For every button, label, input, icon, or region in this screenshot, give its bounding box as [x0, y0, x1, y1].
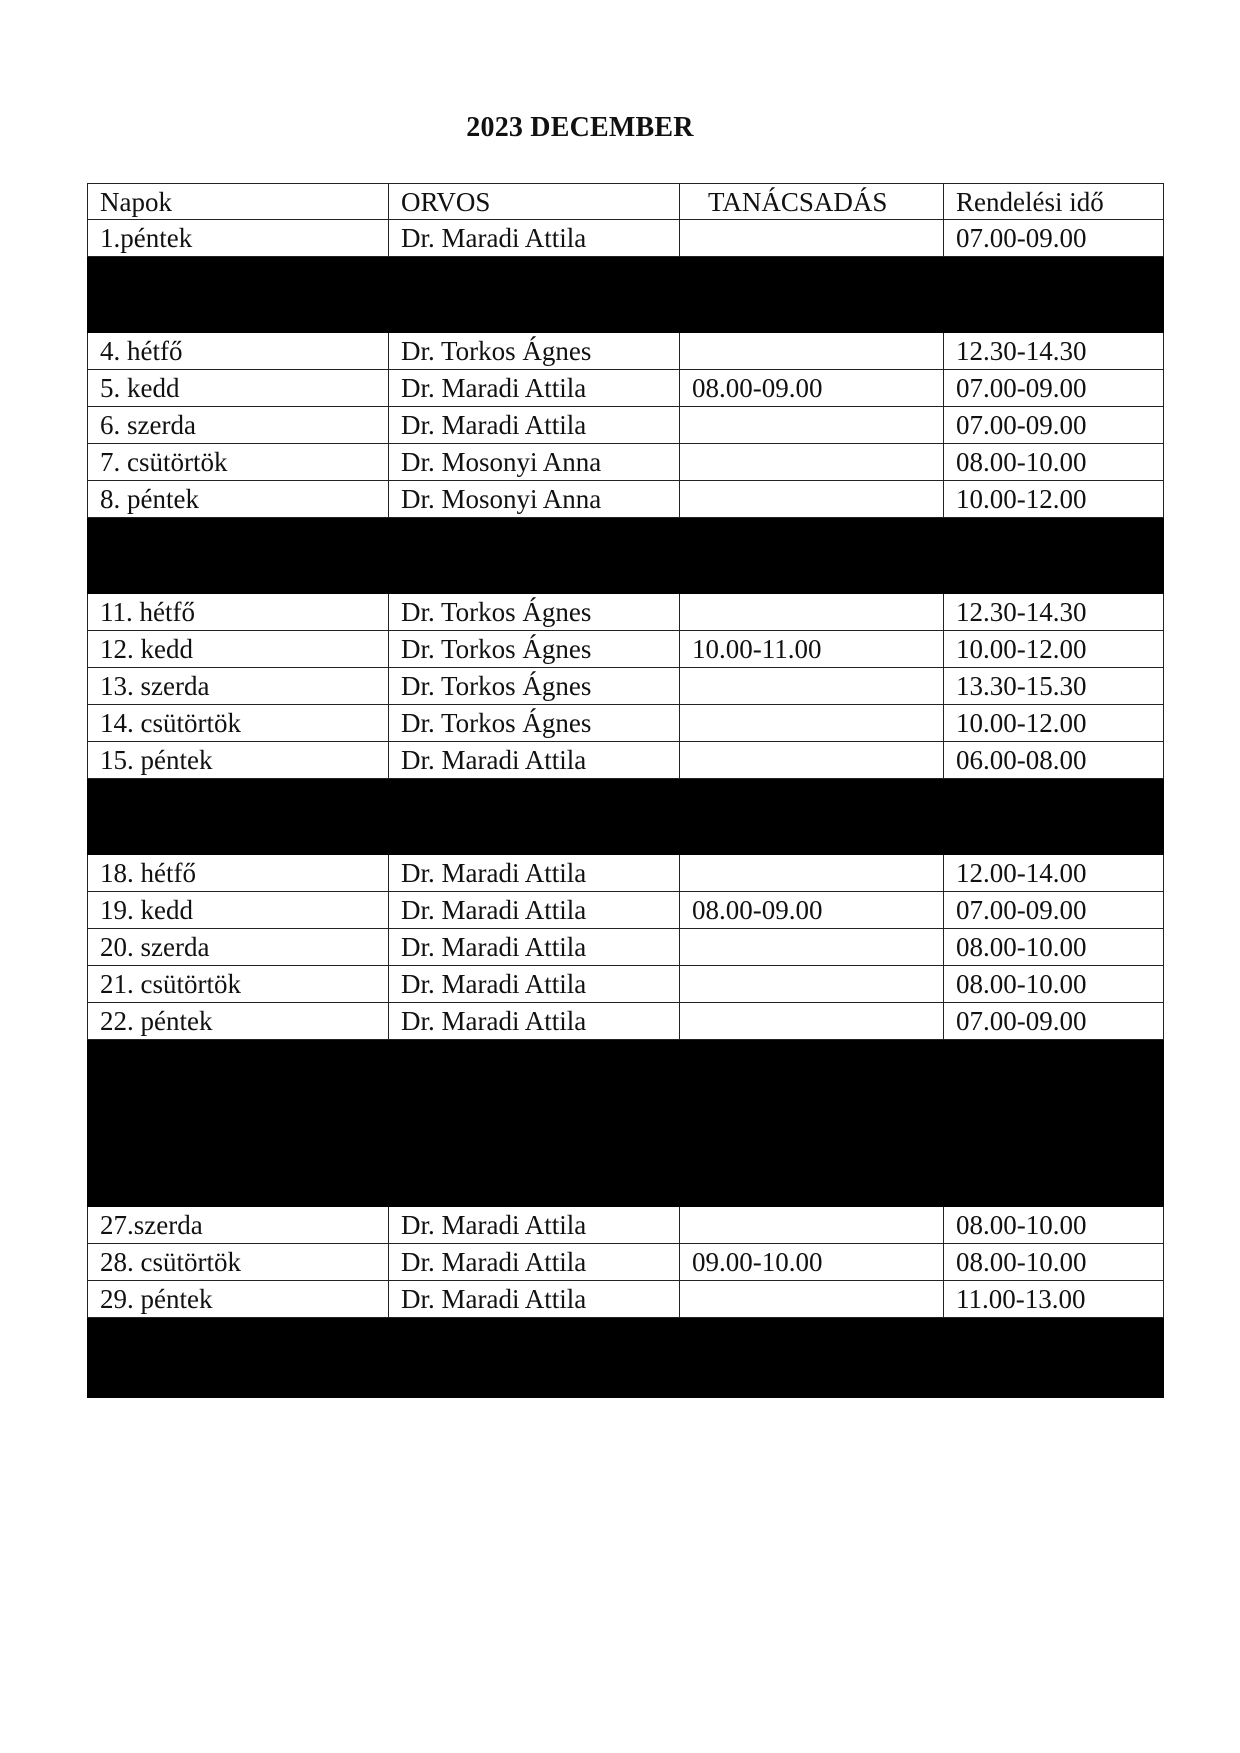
- table-row: [87, 407, 1164, 444]
- day-cell: 19. kedd: [87, 892, 388, 928]
- day-cell: 22. péntek: [87, 1003, 388, 1039]
- counseling-cell: 09.00-10.00: [679, 1244, 943, 1280]
- table-row: [87, 1281, 1164, 1318]
- doctor-cell: Dr. Maradi Attila: [388, 407, 679, 443]
- hours-cell: 07.00-09.00: [943, 370, 1164, 406]
- doctor-cell: Dr. Maradi Attila: [388, 742, 679, 778]
- doctor-cell: Dr. Torkos Ágnes: [388, 668, 679, 704]
- header-doctor: ORVOS: [388, 184, 679, 219]
- day-cell: 29. péntek: [87, 1281, 388, 1317]
- counseling-cell: [679, 742, 943, 778]
- doctor-cell: Dr. Maradi Attila: [388, 855, 679, 891]
- doctor-cell: Dr. Maradi Attila: [388, 1207, 679, 1243]
- table-row: [87, 892, 1164, 929]
- hours-cell: 12.30-14.30: [943, 594, 1164, 630]
- hours-cell: 07.00-09.00: [943, 407, 1164, 443]
- table-row: [87, 481, 1164, 518]
- table-row: [87, 705, 1164, 742]
- day-cell: 1.péntek: [87, 220, 388, 256]
- hours-cell: 08.00-10.00: [943, 1244, 1164, 1280]
- day-cell: 4. hétfő: [87, 333, 388, 369]
- counseling-cell: [679, 705, 943, 741]
- table-row: [87, 1244, 1164, 1281]
- hours-cell: 06.00-08.00: [943, 742, 1164, 778]
- table-header-row: [87, 183, 1164, 220]
- day-cell: 27.szerda: [87, 1207, 388, 1243]
- hours-cell: 11.00-13.00: [943, 1281, 1164, 1317]
- counseling-cell: [679, 407, 943, 443]
- counseling-cell: 08.00-09.00: [679, 892, 943, 928]
- counseling-cell: 10.00-11.00: [679, 631, 943, 667]
- header-counseling: TANÁCSADÁS: [679, 184, 943, 219]
- hours-cell: 10.00-12.00: [943, 631, 1164, 667]
- weekend-redaction-band: [87, 779, 1164, 855]
- day-cell: 20. szerda: [87, 929, 388, 965]
- table-row: [87, 966, 1164, 1003]
- day-cell: 12. kedd: [87, 631, 388, 667]
- table-row: [87, 370, 1164, 407]
- schedule-table: [87, 183, 1164, 1398]
- counseling-cell: [679, 966, 943, 1002]
- hours-cell: 07.00-09.00: [943, 892, 1164, 928]
- counseling-cell: [679, 444, 943, 480]
- hours-cell: 08.00-10.00: [943, 966, 1164, 1002]
- counseling-cell: [679, 1207, 943, 1243]
- day-cell: 7. csütörtök: [87, 444, 388, 480]
- header-days: Napok: [87, 184, 388, 219]
- doctor-cell: Dr. Maradi Attila: [388, 966, 679, 1002]
- hours-cell: 07.00-09.00: [943, 220, 1164, 256]
- holiday-redaction-band: [87, 1040, 1164, 1207]
- hours-cell: 10.00-12.00: [943, 481, 1164, 517]
- counseling-cell: [679, 929, 943, 965]
- doctor-cell: Dr. Maradi Attila: [388, 929, 679, 965]
- hours-cell: 12.00-14.00: [943, 855, 1164, 891]
- table-row: [87, 631, 1164, 668]
- table-row: [87, 1003, 1164, 1040]
- page-title: 2023 DECEMBER: [466, 112, 694, 143]
- counseling-cell: 08.00-09.00: [679, 370, 943, 406]
- hours-cell: 13.30-15.30: [943, 668, 1164, 704]
- doctor-cell: Dr. Maradi Attila: [388, 1003, 679, 1039]
- day-cell: 5. kedd: [87, 370, 388, 406]
- counseling-cell: [679, 594, 943, 630]
- weekend-redaction-band: [87, 257, 1164, 333]
- day-cell: 18. hétfő: [87, 855, 388, 891]
- table-row: [87, 929, 1164, 966]
- day-cell: 21. csütörtök: [87, 966, 388, 1002]
- day-cell: 8. péntek: [87, 481, 388, 517]
- doctor-cell: Dr. Maradi Attila: [388, 220, 679, 256]
- day-cell: 28. csütörtök: [87, 1244, 388, 1280]
- doctor-cell: Dr. Torkos Ágnes: [388, 705, 679, 741]
- hours-cell: 12.30-14.30: [943, 333, 1164, 369]
- day-cell: 14. csütörtök: [87, 705, 388, 741]
- doctor-cell: Dr. Torkos Ágnes: [388, 594, 679, 630]
- day-cell: 11. hétfő: [87, 594, 388, 630]
- table-row: [87, 742, 1164, 779]
- counseling-cell: [679, 1281, 943, 1317]
- header-hours: Rendelési idő: [943, 184, 1164, 219]
- weekend-redaction-band: [87, 518, 1164, 594]
- counseling-cell: [679, 855, 943, 891]
- counseling-cell: [679, 1003, 943, 1039]
- table-row: [87, 594, 1164, 631]
- table-row: [87, 333, 1164, 370]
- weekend-redaction-band: [87, 1318, 1164, 1398]
- doctor-cell: Dr. Torkos Ágnes: [388, 333, 679, 369]
- counseling-cell: [679, 333, 943, 369]
- day-cell: 13. szerda: [87, 668, 388, 704]
- table-row: [87, 668, 1164, 705]
- doctor-cell: Dr. Mosonyi Anna: [388, 481, 679, 517]
- doctor-cell: Dr. Maradi Attila: [388, 370, 679, 406]
- counseling-cell: [679, 668, 943, 704]
- doctor-cell: Dr. Maradi Attila: [388, 892, 679, 928]
- table-row: [87, 444, 1164, 481]
- day-cell: 6. szerda: [87, 407, 388, 443]
- hours-cell: 07.00-09.00: [943, 1003, 1164, 1039]
- counseling-cell: [679, 481, 943, 517]
- doctor-cell: Dr. Maradi Attila: [388, 1281, 679, 1317]
- table-row: [87, 220, 1164, 257]
- table-row: [87, 1207, 1164, 1244]
- hours-cell: 08.00-10.00: [943, 444, 1164, 480]
- doctor-cell: Dr. Torkos Ágnes: [388, 631, 679, 667]
- counseling-cell: [679, 220, 943, 256]
- hours-cell: 08.00-10.00: [943, 929, 1164, 965]
- doctor-cell: Dr. Mosonyi Anna: [388, 444, 679, 480]
- hours-cell: 10.00-12.00: [943, 705, 1164, 741]
- hours-cell: 08.00-10.00: [943, 1207, 1164, 1243]
- table-row: [87, 855, 1164, 892]
- doctor-cell: Dr. Maradi Attila: [388, 1244, 679, 1280]
- day-cell: 15. péntek: [87, 742, 388, 778]
